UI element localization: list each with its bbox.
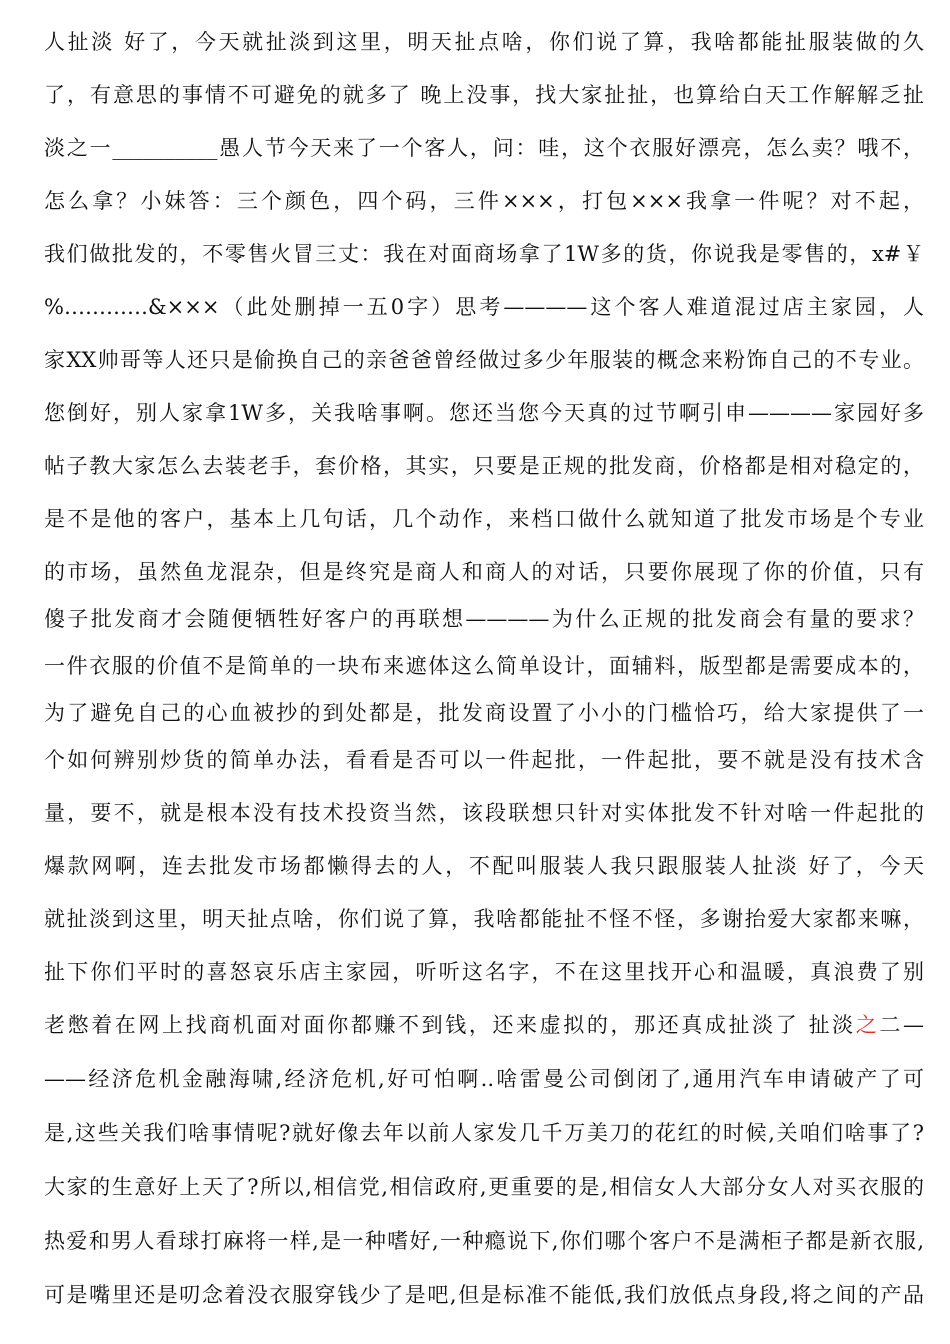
text-line-12: 傻子批发商才会随便牺牲好客户的再联想————为什么正规的批发商会有量的要求？ — [44, 607, 924, 631]
text-line-9: 帖子教大家怎么去装老手，套价格，其实，只要是正规的批发商，价格都是相对稳定的， — [44, 454, 924, 478]
highlighted-character: 之 — [855, 1013, 880, 1037]
text-line-8: 您倒好，别人家拿1W多，关我啥事啊。您还当您今天真的过节啊引申————家园好多 — [44, 401, 924, 425]
text-line-17: 爆款网啊，连去批发市场都懒得去的人，不配叫服装人我只跟服装人扯淡 好了，今天 — [44, 854, 924, 878]
text-line-2: 了，有意思的事情不可避免的就多了 晚上没事，找大家扯扯，也算给白天工作解解乏扯 — [44, 83, 924, 107]
text-line-1: 人扯淡 好了，今天就扯淡到这里，明天扯点啥，你们说了算，我啥都能扯服装做的久 — [44, 30, 924, 54]
text-line-14: 为了避免自己的心血被抄的到处都是，批发商设置了小小的门槛恰巧，给大家提供了一 — [44, 701, 924, 725]
text-line-6: %…………&×××（此处删掉一五0字）思考————这个客人难道混过店主家园，人 — [44, 295, 924, 319]
text-line-21: ——经济危机金融海啸,经济危机,好可怕啊..啥雷曼公司倒闭了,通用汽车申请破产了可 — [44, 1067, 924, 1091]
text-line-3: 淡之一__________愚人节今天来了一个客人，问：哇，这个衣服好漂亮，怎么卖？哦不， — [44, 136, 924, 160]
text-line-11: 的市场，虽然鱼龙混杂，但是终究是商人和商人的对话，只要你展现了你的价值，只有 — [44, 560, 924, 584]
text-line-19: 扯下你们平时的喜怒哀乐店主家园，听听这名字，不在这里找开心和温暖，真浪费了别 — [44, 960, 924, 984]
text-line-20 — [44, 1009, 924, 1041]
text-line-13: 一件衣服的价值不是简单的一块布来遮体这么简单设计，面辅料，版型都是需要成本的， — [44, 654, 924, 678]
text-line-20-start: 老憋着在网上找商机面对面你都赚不到钱，还来虚拟的，那还真成扯淡了 扯淡 — [44, 1013, 856, 1037]
text-line-22: 是,这些关我们啥事情呢?就好像去年以前人家发几千万美刀的花红的时候,关咱们啥事了? — [44, 1121, 924, 1145]
text-line-23: 大家的生意好上天了?所以,相信党,相信政府,更重要的是,相信女人大部分女人对买衣服的 — [44, 1175, 924, 1199]
text-line-25: 可是嘴里还是叨念着没衣服穿钱少了是吧,但是标准不能低,我们放低点身段,将之间的产品 — [44, 1283, 924, 1307]
text-line-24: 热爱和男人看球打麻将一样,是一种嗜好,一种瘾说下,你们哪个客户不是满柜子都是新衣服, — [44, 1229, 924, 1253]
text-line-7: 家XX帅哥等人还只是偷换自己的亲爸爸曾经做过多少年服装的概念来粉饰自己的不专业。 — [44, 348, 924, 372]
text-line-4: 怎么拿？小妹答：三个颜色，四个码，三件×××，打包×××我拿一件呢？对不起， — [44, 189, 924, 213]
text-line-15: 个如何辨别炒货的简单办法，看看是否可以一件起批，一件起批，要不就是没有技术含 — [44, 748, 924, 772]
text-line-16: 量，要不，就是根本没有技术投资当然，该段联想只针对实体批发不针对啥一件起批的 — [44, 801, 924, 825]
text-line-18: 就扯淡到这里，明天扯点啥，你们说了算，我啥都能扯不怪不怪，多谢抬爱大家都来嘛， — [44, 907, 924, 931]
text-line-20-end: 二— — [879, 1013, 924, 1037]
text-line-10: 是不是他的客户，基本上几句话，几个动作，来档口做什么就知道了批发市场是个专业 — [44, 507, 924, 531]
text-line-5: 我们做批发的，不零售火冒三丈：我在对面商场拿了1W多的货，你说我是零售的，x#￥ — [44, 242, 924, 266]
